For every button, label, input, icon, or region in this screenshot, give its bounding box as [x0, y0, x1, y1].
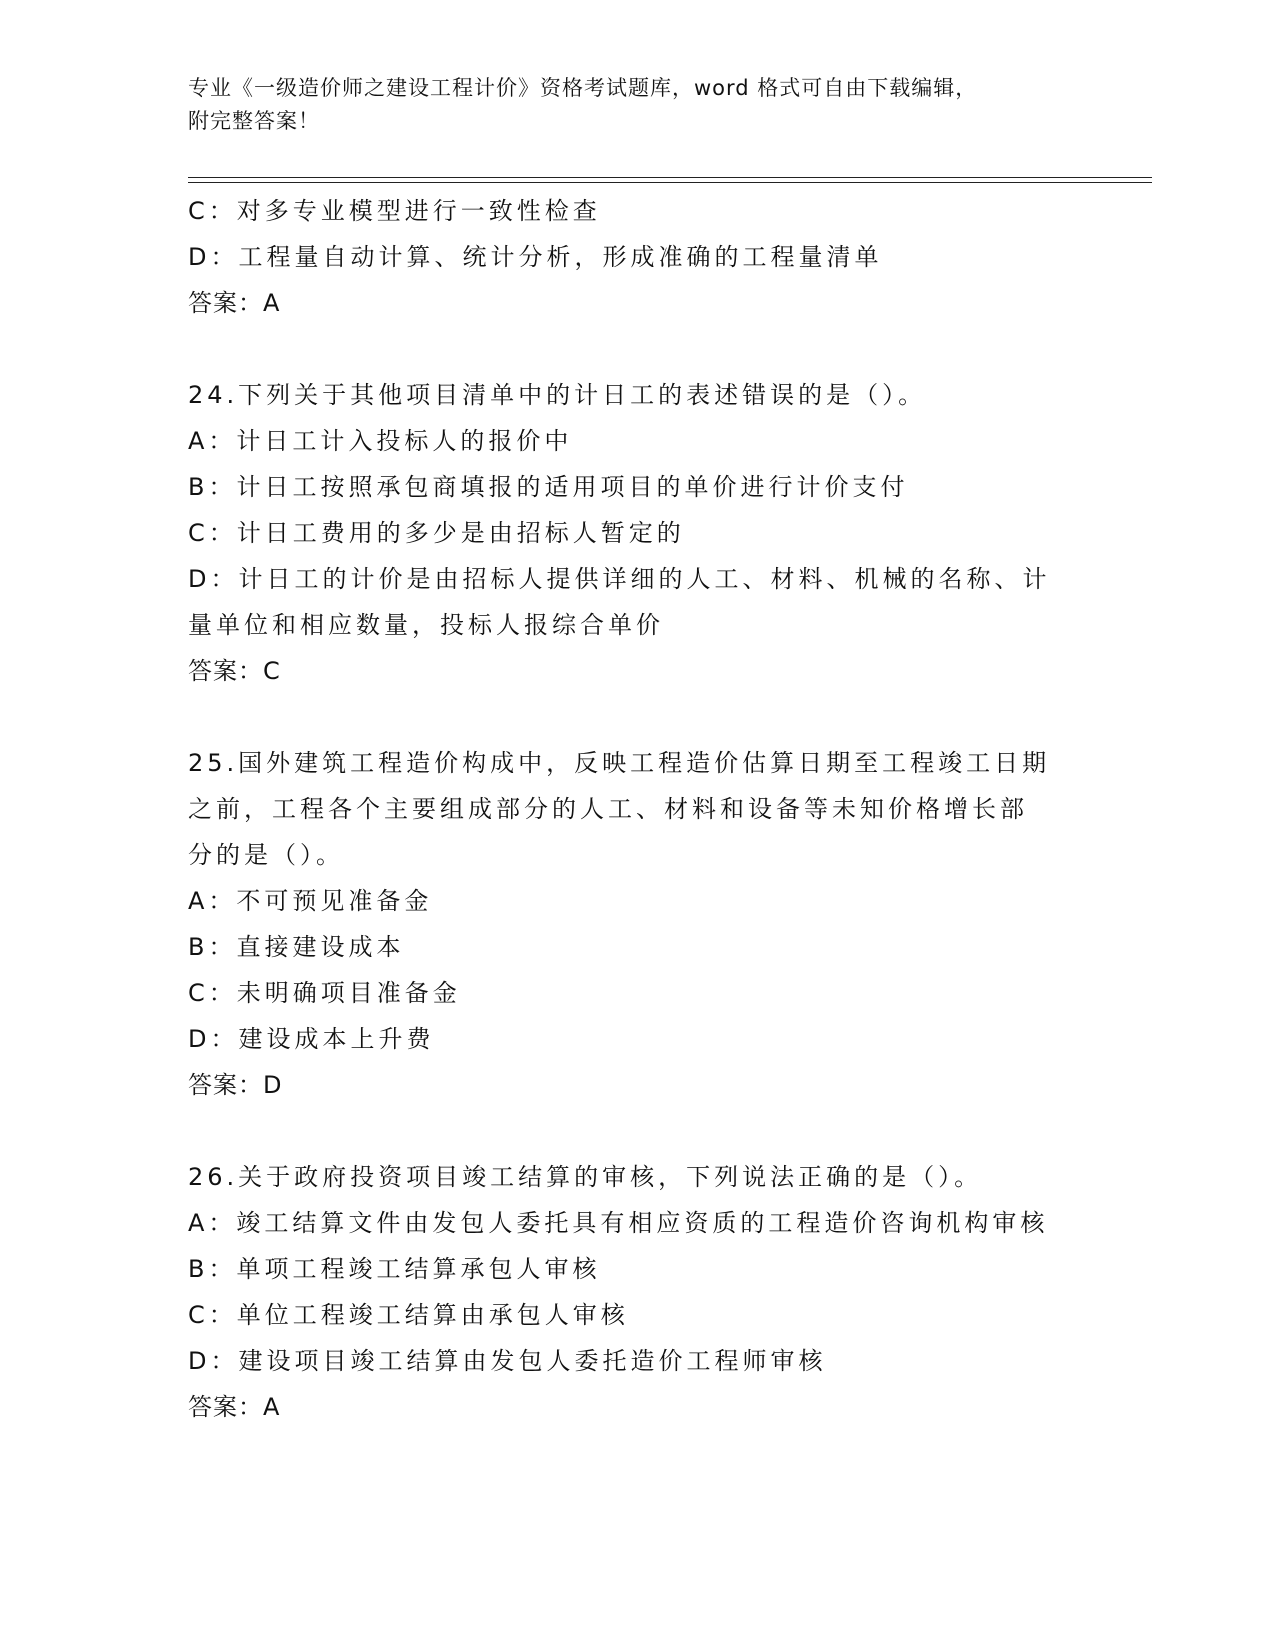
header-line-1: 专业《一级造价师之建设工程计价》资格考试题库，word 格式可自由下载编辑，: [188, 76, 978, 100]
option-d: D：建设成本上升费: [188, 1025, 435, 1053]
option-d: D：计日工的计价是由招标人提供详细的人工、材料、机械的名称、计: [188, 565, 1051, 593]
option-c: C：单位工程竣工结算由承包人审核: [188, 1301, 629, 1329]
question-26: [188, 1154, 1088, 1430]
option-d: D：建设项目竣工结算由发包人委托造价工程师审核: [188, 1347, 827, 1375]
question-stem: 25.国外建筑工程造价构成中，反映工程造价估算日期至工程竣工日期: [188, 749, 1051, 777]
header-divider-bottom: [188, 182, 1152, 183]
option-b: B：单项工程竣工结算承包人审核: [188, 1255, 601, 1283]
option-a: A：不可预见准备金: [188, 887, 433, 915]
question-25: [188, 740, 1088, 1108]
document-header: [188, 72, 1068, 138]
question-23-tail: [188, 188, 1088, 326]
spacer: [188, 326, 1088, 372]
option-b: B：直接建设成本: [188, 933, 405, 961]
option-d-continued: 量单位和相应数量，投标人报综合单价: [188, 611, 664, 639]
question-stem-continued: 分的是（）。: [188, 841, 344, 869]
question-stem: 26.关于政府投资项目竣工结算的审核，下列说法正确的是（）。: [188, 1163, 983, 1191]
question-24: [188, 372, 1088, 694]
header-divider-top: [188, 177, 1152, 178]
answer: 答案：A: [188, 289, 281, 317]
option-a: A：计日工计入投标人的报价中: [188, 427, 573, 455]
option-b: B：计日工按照承包商填报的适用项目的单价进行计价支付: [188, 473, 909, 501]
answer: 答案：C: [188, 657, 281, 685]
option-a: A：竣工结算文件由发包人委托具有相应资质的工程造价咨询机构审核: [188, 1209, 1049, 1237]
option-c: C：计日工费用的多少是由招标人暂定的: [188, 519, 685, 547]
header-line-2: 附完整答案！: [188, 109, 320, 133]
option-c: C：未明确项目准备金: [188, 979, 461, 1007]
question-stem-continued: 之前，工程各个主要组成部分的人工、材料和设备等未知价格增长部: [188, 795, 1028, 823]
answer: 答案：A: [188, 1393, 281, 1421]
option-d: D：工程量自动计算、统计分析，形成准确的工程量清单: [188, 243, 883, 271]
spacer: [188, 694, 1088, 740]
option-c: C：对多专业模型进行一致性检查: [188, 197, 601, 225]
question-list: [188, 188, 1088, 1430]
spacer: [188, 1108, 1088, 1154]
answer: 答案：D: [188, 1071, 283, 1099]
question-stem: 24.下列关于其他项目清单中的计日工的表述错误的是（）。: [188, 381, 927, 409]
